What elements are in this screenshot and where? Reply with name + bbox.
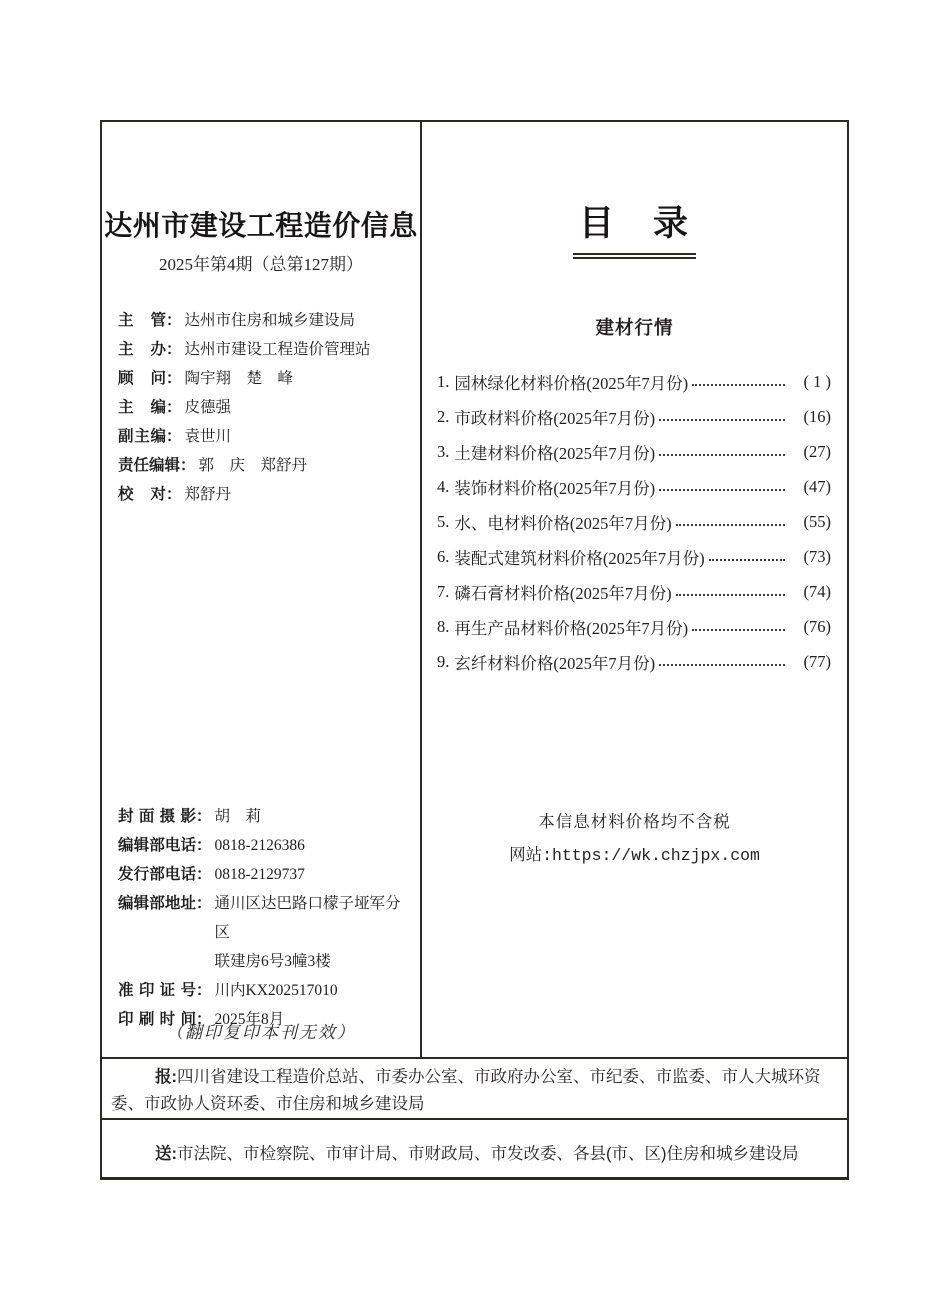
label-colon: ： — [196, 866, 212, 883]
toc-item-page: (16) — [803, 406, 831, 426]
toc-item-number: 1. — [437, 371, 450, 391]
toc-item-page: (47) — [803, 476, 831, 496]
dot-leader — [655, 469, 788, 504]
dot-leader — [655, 399, 788, 434]
label-colon: ： — [166, 312, 182, 329]
toc-item-title: 市政材料价格(2025年7月份) — [454, 408, 656, 428]
label-colon: ： — [196, 982, 212, 999]
dot-leader — [655, 644, 788, 679]
address-line-2: 联建房6号3幢3楼 — [214, 953, 331, 970]
info-row — [118, 976, 414, 1005]
info-row — [118, 802, 414, 831]
info-row — [118, 831, 414, 860]
toc-item-title: 水、电材料价格(2025年7月份) — [454, 513, 672, 533]
publication-issue: 2025年第4期（总第127期） — [159, 255, 363, 274]
tax-note: 本信息材料价格均不含税 — [538, 812, 731, 831]
toc-item-title: 装饰材料价格(2025年7月份) — [454, 478, 656, 498]
toc-item-number: 8. — [437, 616, 450, 636]
staff-value: 郑舒丹 — [184, 486, 232, 503]
masthead-and-toc-box — [100, 120, 849, 1059]
info-row-address — [118, 889, 414, 976]
dot-leader — [688, 364, 788, 399]
staff-value: 陶宇翔 楚 峰 — [184, 370, 294, 387]
reprint-invalid-notice: （翻印复印本刊无效） — [166, 1023, 356, 1042]
dot-leader — [672, 504, 788, 539]
staff-label: 副主编 — [118, 428, 166, 445]
masthead-panel — [102, 122, 422, 1057]
info-label: 封面摄影 — [118, 808, 196, 825]
info-value: 2025年8月 — [214, 1011, 285, 1028]
label-colon: ： — [166, 341, 182, 358]
label-colon: ： — [166, 370, 182, 387]
toc-section-heading: 建材行情 — [595, 317, 674, 338]
report-distribution-box — [100, 1059, 849, 1120]
dot-leader — [705, 539, 788, 574]
toc-item-number: 9. — [437, 651, 450, 671]
toc-item-title: 玄纤材料价格(2025年7月份) — [454, 653, 656, 673]
toc-item-number: 7. — [437, 581, 450, 601]
toc-title: 目 录 — [573, 196, 696, 259]
toc-item — [437, 364, 831, 399]
toc-item-number: 4. — [437, 476, 450, 496]
info-label: 编辑部地址 — [118, 895, 196, 912]
toc-item — [437, 504, 831, 539]
staff-row — [118, 306, 414, 335]
info-label: 编辑部电话 — [118, 837, 196, 854]
toc-item-number: 6. — [437, 546, 450, 566]
imprint-info-list — [118, 802, 414, 1034]
toc-item — [437, 609, 831, 644]
staff-label: 主办 — [118, 341, 166, 358]
info-label: 印刷时间 — [118, 1011, 196, 1028]
info-value: 川内KX202517010 — [214, 982, 338, 999]
toc-item-page: (73) — [803, 546, 831, 566]
toc-item-title: 土建材料价格(2025年7月份) — [454, 443, 656, 463]
staff-row — [118, 335, 414, 364]
toc-item — [437, 644, 831, 679]
toc-item-number: 5. — [437, 511, 450, 531]
send-text: 市法院、市检察院、市审计局、市财政局、市发改委、各县(市、区)住房和城乡建设局 — [177, 1145, 799, 1163]
staff-label: 顾问 — [118, 370, 166, 387]
staff-label: 主编 — [118, 399, 166, 416]
page — [100, 120, 849, 1180]
report-label: 报: — [155, 1068, 177, 1086]
toc-item — [437, 399, 831, 434]
info-value: 0818-2126386 — [214, 837, 305, 854]
toc-item-number: 2. — [437, 406, 450, 426]
staff-list — [118, 306, 414, 509]
toc-item-title: 磷石膏材料价格(2025年7月份) — [454, 583, 672, 603]
staff-row — [118, 364, 414, 393]
toc-item-title: 再生产品材料价格(2025年7月份) — [454, 618, 689, 638]
staff-label: 主管 — [118, 312, 166, 329]
staff-row — [118, 393, 414, 422]
toc-item-page: (74) — [803, 581, 831, 601]
toc-item-page: (55) — [803, 511, 831, 531]
label-colon: ： — [196, 895, 212, 912]
staff-row — [118, 480, 414, 509]
toc-item-number: 3. — [437, 441, 450, 461]
toc-title-wrap — [422, 196, 847, 259]
toc-item — [437, 469, 831, 504]
address-line-1: 通川区达巴路口檬子垭军分区 — [214, 895, 401, 941]
publication-title: 达州市建设工程造价信息 — [104, 210, 418, 241]
staff-value: 袁世川 — [184, 428, 232, 445]
toc-item-page: (27) — [803, 441, 831, 461]
report-text: 四川省建设工程造价总站、市委办公室、市政府办公室、市纪委、市监委、市人大城环资委、市政协人资环委、市住房和城乡建设局 — [111, 1068, 821, 1113]
toc-panel — [422, 122, 847, 1057]
report-paragraph — [111, 1064, 833, 1118]
label-colon: ： — [166, 428, 182, 445]
toc-item — [437, 434, 831, 469]
toc-item-page: ( 1 ) — [803, 371, 831, 391]
info-label: 发行部电话 — [118, 866, 196, 883]
send-label: 送: — [155, 1145, 177, 1163]
toc-list — [437, 364, 831, 679]
toc-notes — [422, 810, 847, 868]
label-colon: ： — [196, 808, 212, 825]
send-distribution-box — [100, 1120, 849, 1180]
staff-value: 达州市住房和城乡建设局 — [184, 312, 356, 329]
toc-item-title: 装配式建筑材料价格(2025年7月份) — [454, 548, 705, 568]
info-label: 准印证号 — [118, 982, 196, 999]
info-value: 0818-2129737 — [214, 866, 305, 883]
label-colon: ： — [166, 399, 182, 416]
label-colon: ： — [196, 1011, 212, 1028]
info-value: 胡 莉 — [214, 808, 262, 825]
label-colon: ： — [180, 457, 196, 474]
info-row — [118, 860, 414, 889]
staff-value: 皮德强 — [184, 399, 232, 416]
info-value-address — [215, 889, 414, 976]
toc-item — [437, 539, 831, 574]
toc-item-title: 园林绿化材料价格(2025年7月份) — [454, 373, 689, 393]
dot-leader — [688, 609, 788, 644]
website-line: 网站:https://wk.chzjpx.com — [509, 846, 760, 865]
dot-leader — [672, 574, 788, 609]
label-colon: ： — [166, 486, 182, 503]
staff-value: 郭 庆 郑舒丹 — [198, 457, 308, 474]
dot-leader — [655, 434, 788, 469]
send-paragraph — [111, 1141, 833, 1168]
toc-item — [437, 574, 831, 609]
staff-row — [118, 451, 414, 480]
toc-item-page: (77) — [803, 651, 831, 671]
staff-label: 责任编辑 — [118, 457, 181, 474]
toc-item-page: (76) — [803, 616, 831, 636]
staff-row — [118, 422, 414, 451]
staff-value: 达州市建设工程造价管理站 — [184, 341, 371, 358]
label-colon: ： — [196, 837, 212, 854]
staff-label: 校对 — [118, 486, 166, 503]
